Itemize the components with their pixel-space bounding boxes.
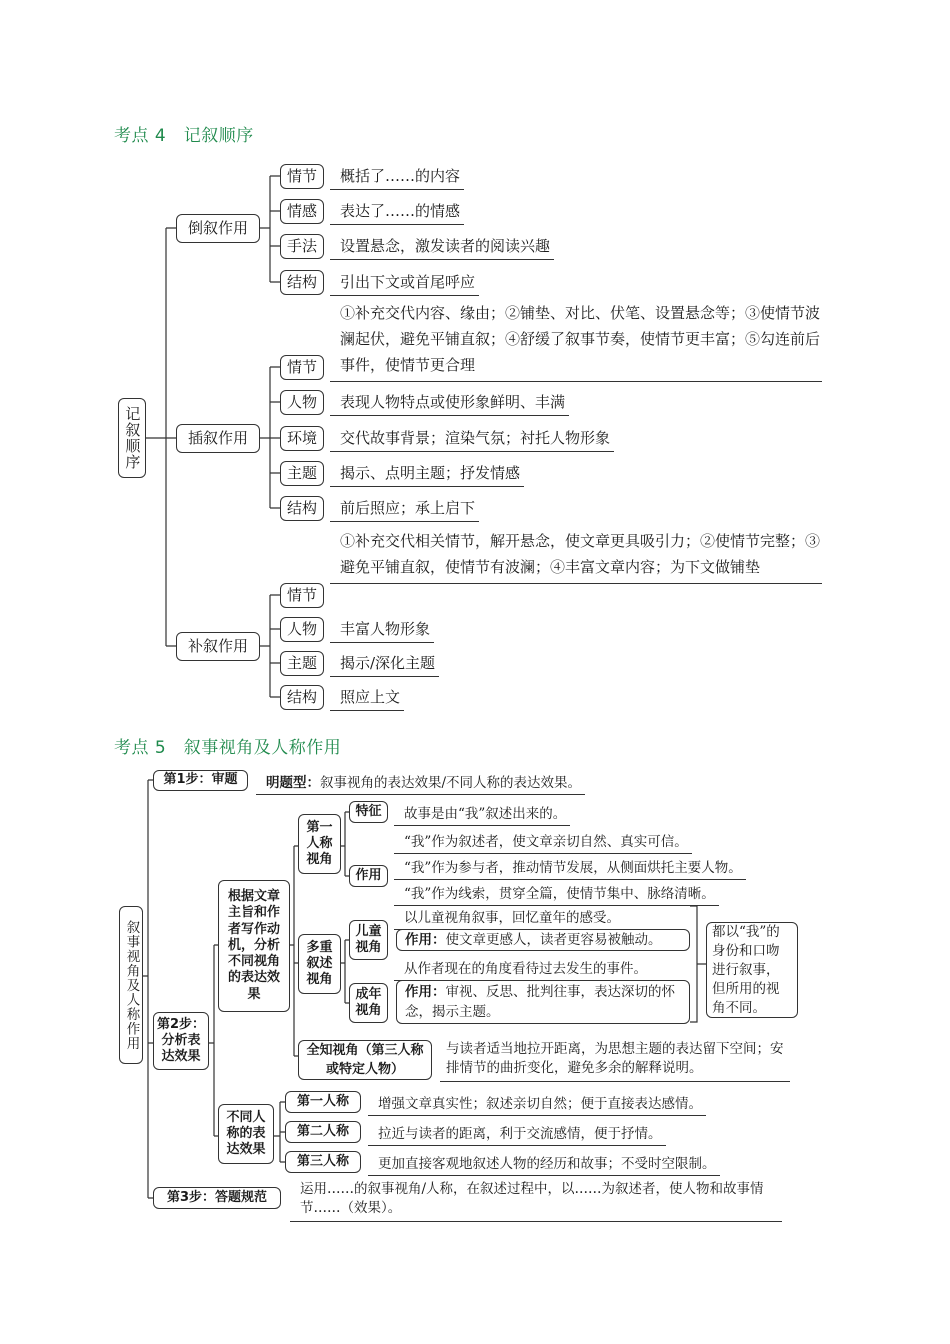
omniscient-node: 全知视角（第三人称或特定人物） [298,1040,432,1080]
adult-perspective-tag: 成年视角 [349,983,388,1023]
item-text: 概括了……的内容 [330,165,464,190]
step-1-node: 第1步：审题 [153,770,248,791]
item-text: 引出下文或首尾呼应 [330,271,479,296]
multi-perspective-node: 多重叙述视角 [298,934,341,994]
item-text-multiline: ①补充交代内容、缘由；②铺垫、对比、伏笔、设置悬念等；③使情节波澜起伏，避免平铺直叙；④舒缓了叙事节奏，使情节更丰富；⑤勾连前后事件，使情节更合理 [330,300,822,382]
tag-character: 人物 [280,617,324,642]
step-3-text: 运用……的叙事视角/人称，在叙述过程中，以……为叙述者，使人物和故事情节……（效果）。 [290,1180,782,1222]
tag-theme: 主题 [280,461,324,486]
person-effect: 更加直接客观地叙述人物的经历和故事；不受时空限制。 [368,1152,720,1176]
section-4-title: 考点 4 记叙顺序 [114,126,254,146]
effect-line: “我”作为参与者，推动情节发展，从侧面烘托主要人物。 [394,856,746,880]
step-2-node: 第2步：分析表达效果 [153,1012,209,1070]
adult-effect-box [396,980,690,1024]
second-person-tag: 第二人称 [285,1121,361,1143]
child-effect-text: 使文章更感人，读者更容易被触动。 [445,931,662,948]
item-text: 设置悬念，激发读者的阅读兴趣 [330,235,554,260]
omniscient-text: 与读者适当地拉开距离，为思想主题的表达留下空间；安排情节的曲折变化，避免多余的解释说明。 [440,1040,790,1082]
tag-structure: 结构 [280,496,324,521]
node-flashback: 倒叙作用 [176,214,260,243]
person-effect: 拉近与读者的距离，利于交流感情，便于抒情。 [368,1122,666,1146]
item-text: 揭示/深化主题 [330,652,439,677]
tag-emotion: 情感 [280,199,324,224]
child-desc: 以儿童视角叙事，回忆童年的感受。 [394,906,624,930]
item-text: 丰富人物形象 [330,618,434,643]
child-effect-head: 作用： [405,931,446,948]
effect-line: “我”作为线索，贯穿全篇，使情节集中、脉络清晰。 [394,882,719,906]
root-node-narrative-order: 记叙顺序 [118,398,146,478]
tag-environment: 环境 [280,426,324,451]
adult-effect-text: 审视、反思、批判往事，表达深切的怀念，揭示主题。 [405,984,675,1020]
effect-tag: 作用 [349,865,388,887]
tag-plot: 情节 [280,583,324,608]
tag-plot: 情节 [280,355,324,380]
first-person-tag: 第一人称 [285,1091,361,1113]
feature-tag: 特征 [349,801,388,823]
tag-technique: 手法 [280,234,324,259]
node-supplement: 补叙作用 [176,632,260,661]
item-text: 揭示、点明主题；抒发情感 [330,462,524,487]
item-text: 照应上文 [330,686,404,711]
tag-character: 人物 [280,390,324,415]
step-1-text [256,771,585,795]
item-text-multiline: ①补充交代相关情节，解开悬念，使文章更具吸引力；②使情节完整；③避免平铺直叙，使情节有波澜；④丰富文章内容；为下文做铺垫 [330,528,822,584]
feature-text: 故事是由“我”叙述出来的。 [394,802,570,826]
child-perspective-tag: 儿童视角 [349,920,388,960]
section-5-title: 考点 5 叙事视角及人称作用 [114,738,342,758]
first-person-node: 第一人称视角 [298,814,341,874]
tag-structure: 结构 [280,685,324,710]
analysis-node: 根据文章主旨和作者写作动机，分析不同视角的表达效果 [218,880,290,1012]
step-3-node: 第3步：答题规范 [153,1187,281,1209]
root-node-narrative-perspective: 叙事视角及人称作用 [119,906,143,1064]
person-effect: 增强文章真实性；叙述亲切自然；便于直接表达感情。 [368,1092,706,1116]
node-interjection: 插叙作用 [176,424,260,453]
tag-structure: 结构 [280,270,324,295]
effect-line: “我”作为叙述者，使文章亲切自然、真实可信。 [394,830,692,854]
persons-node: 不同人称的表达效果 [218,1104,274,1164]
step-1-head: 明题型： [266,775,320,791]
adult-effect-head: 作用： [405,984,446,1000]
shared-note-box: 都以“我”的身份和口吻进行叙事，但所用的视角不同。 [706,922,798,1018]
tag-plot: 情节 [280,164,324,189]
item-text: 表现人物特点或使形象鲜明、丰满 [330,391,569,416]
third-person-tag: 第三人称 [285,1151,361,1173]
step-1-body: 叙事视角的表达效果/不同人称的表达效果。 [320,775,582,791]
tag-theme: 主题 [280,651,324,676]
adult-desc: 从作者现在的角度看待过去发生的事件。 [394,957,651,981]
child-effect-box [396,929,690,951]
item-text: 交代故事背景；渲染气氛；衬托人物形象 [330,427,614,452]
item-text: 表达了……的情感 [330,200,464,225]
item-text: 前后照应；承上启下 [330,497,479,522]
